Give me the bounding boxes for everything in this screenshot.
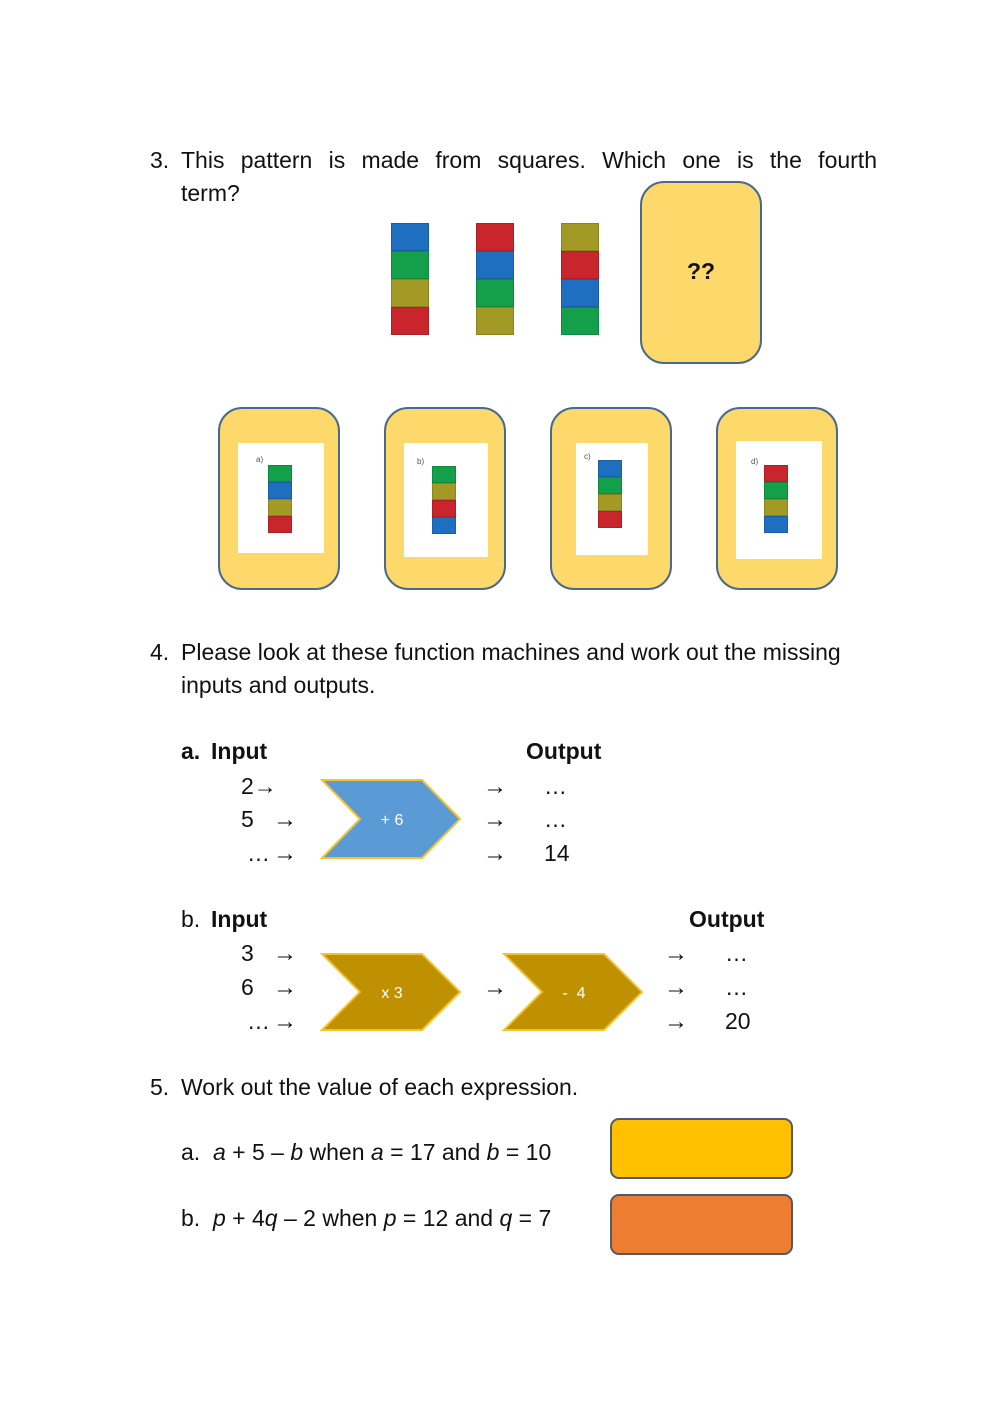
q4b-input-2: 6 (241, 974, 254, 1000)
q4a-output-1: … (544, 773, 567, 799)
q4a-output-heading: Output (526, 738, 602, 764)
arrow-icon: → (483, 773, 507, 800)
q3-number: 3. (150, 147, 170, 173)
option-card-c[interactable] (550, 407, 672, 590)
olive-square (561, 223, 599, 251)
var-b: b (290, 1139, 304, 1165)
green-square (268, 465, 292, 482)
function-machine-b2 (502, 952, 647, 1032)
q4a-output-2: … (544, 806, 567, 832)
option-a-strip (268, 465, 292, 533)
arrow-icon: → (273, 840, 297, 867)
pattern-term-2 (476, 223, 514, 335)
pattern-term-3 (561, 223, 599, 335)
q4a-input-2: 5 (241, 806, 254, 832)
green-square (764, 482, 788, 499)
option-letter-c: c) (584, 452, 591, 461)
function-machine-a (320, 778, 465, 860)
var-p: p (212, 1205, 226, 1231)
q3-text-line2: term? (181, 180, 240, 206)
q4b-output-2: … (725, 974, 748, 1000)
red-square (764, 465, 788, 482)
olive-square (432, 483, 456, 500)
var-q: q (499, 1205, 513, 1231)
answer-box-b[interactable] (610, 1194, 793, 1255)
olive-square (598, 494, 622, 511)
q4b-input-3: … (247, 1008, 270, 1034)
q4a-input-1: 2→ (241, 773, 277, 799)
arrow-icon: → (483, 974, 507, 1001)
arrow-icon: → (664, 940, 688, 967)
q4a-output-3: 14 (544, 840, 570, 866)
blue-square (598, 460, 622, 477)
var-b: b (486, 1139, 500, 1165)
q3-text-line1: This pattern is made from squares. Which one is the fourth (181, 147, 877, 173)
blue-square (764, 516, 788, 533)
q4a-input-heading: Input (211, 738, 268, 764)
arrow-icon: → (483, 806, 507, 833)
option-letter-b: b) (417, 457, 425, 466)
green-square (561, 307, 599, 335)
fourth-term-card[interactable] (640, 181, 762, 364)
olive-square (391, 279, 429, 307)
q4-number: 4. (150, 639, 170, 665)
green-square (391, 251, 429, 279)
blue-square (476, 251, 514, 279)
machine-label-b2: - 4 (562, 985, 586, 1002)
machine-label-a: + 6 (380, 812, 404, 829)
pattern-term-1 (391, 223, 429, 335)
q5-text: Work out the value of each expression. (181, 1074, 579, 1100)
olive-square (764, 499, 788, 516)
q5-number: 5. (150, 1074, 170, 1100)
arrow-icon: → (273, 1008, 297, 1035)
arrow-icon: → (664, 1008, 688, 1035)
red-square (432, 500, 456, 517)
option-card-a[interactable] (218, 407, 340, 590)
red-square (561, 251, 599, 279)
option-letter-a: a) (256, 455, 264, 464)
expr-part: = 7 (512, 1205, 552, 1231)
blue-square (391, 223, 429, 251)
expr-part: = 12 and (396, 1205, 500, 1231)
expr-part: + 4 (225, 1205, 265, 1231)
function-machine-b1 (320, 952, 465, 1032)
q4b-output-heading: Output (689, 906, 765, 932)
red-square (391, 307, 429, 335)
blue-square (561, 279, 599, 307)
var-a: a (370, 1139, 384, 1165)
red-square (598, 511, 622, 528)
answer-box-a[interactable] (610, 1118, 793, 1179)
expr-part: – 2 when (277, 1205, 384, 1231)
var-p: p (383, 1205, 397, 1231)
arrow-icon: → (483, 840, 507, 867)
arrow-icon: → (273, 806, 297, 833)
arrow-icon: → (273, 940, 297, 967)
blue-square (268, 482, 292, 499)
red-square (476, 223, 514, 251)
var-q: q (264, 1205, 278, 1231)
option-card-b[interactable] (384, 407, 506, 590)
blue-square (432, 517, 456, 534)
q4b-input-heading: Input (211, 906, 268, 932)
unknown-label: ?? (686, 258, 716, 284)
arrow-icon: → (273, 974, 297, 1001)
q4b-input-1: 3 (241, 940, 254, 966)
q4b-label: b. (181, 906, 201, 932)
q5a-label: a. (181, 1139, 201, 1165)
q4-text-line2: inputs and outputs. (181, 672, 376, 698)
q5b-expression (181, 1202, 551, 1235)
red-square (268, 516, 292, 533)
q5b-label: b. (181, 1205, 201, 1231)
option-letter-d: d) (751, 457, 759, 466)
olive-square (268, 499, 292, 516)
arrow-icon: → (664, 974, 688, 1001)
option-card-d[interactable] (716, 407, 838, 590)
expr-part: = 10 (499, 1139, 552, 1165)
expr-part: when (303, 1139, 371, 1165)
option-d-strip (764, 465, 788, 533)
option-b-strip (432, 466, 456, 534)
q4a-input-3: … (247, 840, 270, 866)
green-square (598, 477, 622, 494)
q4b-output-1: … (725, 940, 748, 966)
green-square (432, 466, 456, 483)
expr-part: + 5 – (225, 1139, 291, 1165)
green-square (476, 279, 514, 307)
option-c-strip (598, 460, 622, 528)
olive-square (476, 307, 514, 335)
var-a: a (212, 1139, 226, 1165)
machine-label-b1: x 3 (381, 985, 403, 1002)
q4a-label: a. (181, 738, 201, 764)
q4-text-line1: Please look at these function machines and work out the missing (181, 639, 841, 665)
expr-part: = 17 and (383, 1139, 487, 1165)
q5a-expression (181, 1136, 551, 1169)
q4b-output-3: 20 (725, 1008, 751, 1034)
